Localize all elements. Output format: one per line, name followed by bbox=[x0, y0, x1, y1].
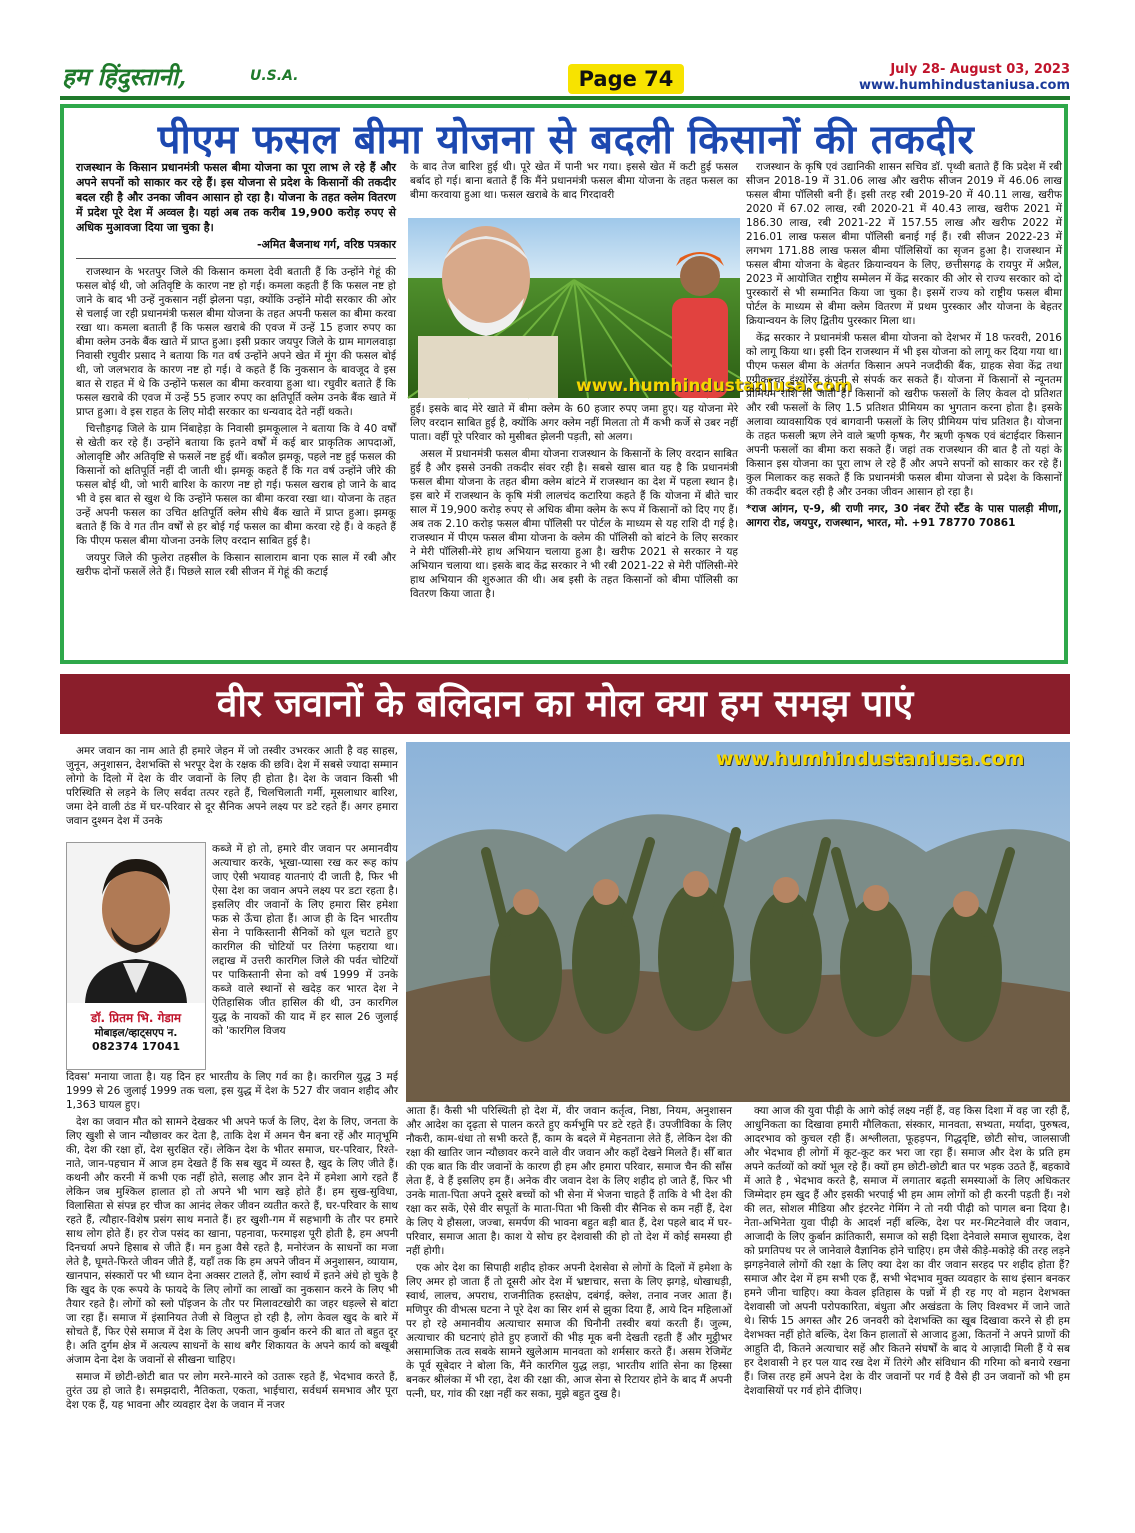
author-photo bbox=[67, 843, 205, 1003]
author-contact-label: मोबाइल/व्हाट्सएप न. bbox=[94, 1027, 178, 1039]
article2-intro bbox=[66, 744, 398, 840]
article2-beside-author-text: कब्जे में हो तो, हमारे वीर जवान पर अमानवीय अत्याचार करके, भूखा-प्यासा रख कर रूह कांप जाए ऐसी भयावह यातनाएं दी जाती है, फिर भी ऐसा देश का जवान अपने लक्ष्य पर डटा रहता है। इसलिए वीर जवानों के लिए हमारा सिर हमेशा फक्र से ऊँचा होता हैं। आज ही के दिन भारतीय सेना ने पाकिस्तानी सैनिकों को धूल चटाते हुए कारगिल की चोटियों पर तिरंगा फहराया था। लद्दाख में उत्तरी कारगिल जिले की पर्वत चोटियों पर पाकिस्तानी सेना को वर्ष 1999 में उनके कब्जे वाले स्थानों से खदेड़ कर भारत देश ने ऐतिहासिक जीत हासिल की थी, उन कारगिल युद्ध के नायकों की याद में हर साल 26 जुलाई को 'कारगिल विजय bbox=[212, 843, 398, 1037]
article2-headline: वीर जवानों के बलिदान का मोल क्या हम समझ पाएं bbox=[60, 674, 1070, 734]
article1-col1 bbox=[76, 160, 396, 660]
header-rule bbox=[60, 96, 1070, 100]
masthead-brand: हम हिंदुस्तानी, bbox=[62, 62, 187, 91]
article2-col1-para: समाज में छोटी-छोटी बात पर लोग मरने-मारने को उतारू रहते हैं, भेदभाव करते हैं, तुरंत उग्र हो जाते है। समझदारी, नैतिकता, एकता, भाईचारा, सर्वधर्म समभाव और पूरा देश एक हैं, यह भावना और व्यवहार देश के जवान में नजर bbox=[66, 1371, 398, 1411]
article2-beside-author bbox=[212, 842, 398, 1068]
article1-col2-top-text: के बाद तेज बारिश हुई थी। पूरे खेत में पानी भर गया। इससे खेत में कटी हुई फसल बर्बाद हो गई। बाना बताते हैं कि मैंने प्रधानमंत्री फसल बीमा योजना के तहत फसल का बीमा करवाया हुआ था। फसल खराबे के बाद गिरदावरी bbox=[410, 161, 738, 201]
article2-intro-text: अमर जवान का नाम आते ही हमारे जेहन में जो तस्वीर उभरकर आती है वह साहस, जुनून, अनुशासन, देशभक्ति से भरपूर देश के रक्षक की छवि। देश में सबसे ज्यादा सम्मान लोगो के दिलो में देश के वीर जवानों के लिए ही होता है। देश के जवान किसी भी परिस्थिति से लड़ने के लिए सर्वदा तत्पर रहते हैं, चिलचिलाती गर्मी, मूसलाधार बारिश, जमा देने वाली ठंड में घर-परिवार से दूर सैनिक अपने लक्ष्य पर डटे रहते हैं। अगर हमारा जवान दुश्मन देश में उनके bbox=[66, 745, 398, 827]
author-phone: 082374 17041 bbox=[91, 1040, 181, 1053]
article1-address: *राज आंगन, ए-9, श्री राणी नगर, 30 नंबर टेंपो स्टैंड के पास पालड़ी मीणा, आगरा रोड, जयपुर, राजस्थान, भारत, मो. +91 78770 70861 bbox=[746, 503, 1062, 529]
article2-col1-para: दिवस' मनाया जाता है। यह दिन हर भारतीय के लिए गर्व का है। कारगिल युद्ध 3 मई 1999 से 26 जुलाई 1999 तक चला, इस युद्ध में देश के 527 वीर जवान शहीद और 1,363 घायल हुए। bbox=[66, 1071, 398, 1111]
article1-byline: -अमित बैजनाथ गर्ग, वरिष्ठ पत्रकार bbox=[256, 238, 396, 251]
article2-col3 bbox=[744, 1104, 1070, 1520]
article1-photo-watermark: www.humhindustaniusa.com bbox=[576, 376, 852, 396]
article1-col1-para: राजस्थान के भरतपुर जिले की किसान कमला देवी बताती हैं कि उन्होंने गेहूं की फसल बोई थी, जो अतिवृष्टि के कारण नष्ट हो गई। कमला कहती हैं कि फसल नष्ट हो जाने के बाद भी उन्हें नुकसान नहीं झेलना पड़ा, क्योंकि उन्होंने मोदी सरकार की ओर से चलाई जा रही प्रधानमंत्री फसल बीमा योजना के तहत अपनी फसल का बीमा करवा रखा था। कमला बताती हैं कि फसल खराबे की एवज में उन्हें 15 हजार रुपए का बीमा क्लेम उनके बैंक खाते में प्राप्त हुआ। इसी प्रकार जयपुर जिले के ग्राम मागलवाड़ा निवासी रघुवीर प्रसाद ने बताया कि गत वर्ष उन्होंने अपने खेत में मूंग की फसल बोई थी, जो जलभराव के कारण नष्ट हो गई। वे कहते हैं कि नुकसान के बावजूद वे इस बात से राहत में थे कि उन्होंने फसल का बीमा करवाया हुआ था। रघुवीर बताते हैं कि फसल खराबे की एवज में उन्हें 55 हजार रुपए का क्षतिपूर्ति क्लेम उनके बैंक खाते में प्राप्त हुआ। वे इस राहत के लिए मोदी सरकार का धन्यवाद देते नहीं थकते। bbox=[76, 266, 396, 418]
article2-photo bbox=[406, 742, 1070, 1102]
article1-col1-para: जयपुर जिले की फुलेरा तहसील के किसान सालाराम बाना एक साल में रबी और खरीफ दोनों फसलें लेते हैं। पिछले साल रबी सीजन में गेहूं की कटाई bbox=[76, 552, 396, 578]
article1-col2-top bbox=[410, 160, 738, 216]
masthead-brand-sub: U.S.A. bbox=[250, 68, 299, 84]
article2-photo-watermark: www.humhindustaniusa.com bbox=[716, 748, 1025, 770]
article2-col1 bbox=[66, 1070, 398, 1520]
article1-separator bbox=[76, 258, 396, 259]
article2-col2-para: आता हैं। कैसी भी परिस्थिती हो देश में, वीर जवान कर्तृत्व, निष्ठा, नियम, अनुशासन और आदेश का दृढ़ता से पालन करते हुए कर्मभूमि पर डटे रहते हैं। उपजीविका के लिए नौकरी, काम-धंधा तो सभी करते हैं, काम के बदले में मेहनताना लेते हैं, लेकिन देश की रक्षा की खातिर जान न्यौछावर करने वाले वीर जवान और कहाँ देखने मिलते हैं। सीँ बात की एक बात कि वीर जवानों के कारण ही हम और हमारा परिवार, समाज चैन की साँस लेता हैं, वे हैं इसलिए हम हैं। अनेक वीर जवान देश के लिए शहीद हो जाते हैं, फिर भी उनके माता-पिता अपने दूसरे बच्चों को भी सेना में भेजना चाहते हैं ताकि वे भी देश की रक्षा कर सकें, ऐसे वीर सपूतों के माता-पिता भी किसी वीर सैनिक से कम नहीं हैं, देश के लिए ये हौसला, जज्बा, समर्पण की भावना बहुत बड़ी बात हैं, देश पहले बाद में घर-परिवार, समाज आता है। काश ये सोच हर देशवासी की हो तो देश में कोई समस्या ही नहीं होगी। bbox=[406, 1105, 732, 1257]
article2-col3-para: क्या आज की युवा पीढ़ी के आगे कोई लक्ष्य नहीं हैं, वह किस दिशा में वह जा रही हैं, आधुनिकता का दिखावा हमारी मौलिकता, संस्कार, मानवता, सभ्यता, मर्यादा, पुरुषत्व, आदरभाव को कुचल रही हैं। अश्लीलता, फूहड़पन, गिद्धदृष्टि, छोटी सोच, जालसाजी और भेदभाव ही लोगों में कूट-कूट कर भरा जा रहा हैं। समाज और देश के प्रति हम अपने कर्तव्यों को क्यों भूल रहे हैं। क्यों हम छोटी-छोटी बात पर भड़क उठते हैं, बहकावे में आते है , भेदभाव करते है, समाज में लगातार बढ़ती समस्याओं के लिए अधिकतर जिम्मेदार हम खुद हैं और इसकी भरपाई भी हम आम लोगों को ही करनी पड़ती हैं। नशे की लत, सोशल मीडिया और इंटरनेट गेमिंग ने तो नयी पीढ़ी को पागल बना दिया है। नेता-अभिनेता युवा पीढ़ी के आदर्श नहीं बल्कि, देश पर मर-मिटनेवाले वीर जवान, आजादी के लिए कुर्बान क्रांतिकारी, समाज को सही दिशा देनेवाले समाज सुधारक, देश को प्रगतिपथ पर ले जानेवाले वैज्ञानिक होने चाहिए। हम जैसे कीड़े-मकोड़े की तरह लड़ने झगड़नेवाले लोगों की रक्षा के लिए क्या देश का वीर जवान सरहद पर शहीद होता हैं? समाज और देश में हम सभी एक हैं, सभी भेदभाव मुक्त व्यवहार के साथ इंसान बनकर हमने जीना चाहिए। क्या केवल इतिहास के पन्नों में ही रह गए वो महान देशभक्त देशवासी जो अपनी परोपकारिता, बंधुता और अखंडता के लिए विश्वभर में जाने जाते थे। सिर्फ 15 अगस्त और 26 जनवरी को देशभक्ति का खूब दिखावा करने से ही हम देशभक्त नहीं होते बल्कि, देश किन हालातों से आजाद हुआ, कितनों ने अपने प्राणों की आहुति दी, कितने अत्याचार सहें और कितने संघर्षों के बाद ये आज़ादी मिली हैं ये सब हर देशवासी ने हर पल याद रख देश में तिरंगे और संविधान की गरिमा को बनाये रखना हैं। जिस तरह हमें अपने देश के वीर जवानों पर गर्व है वैसे ही उन जवानों को भी हम देशवासियों पर गर्व होने दीजिए। bbox=[744, 1105, 1070, 1397]
article2-col2 bbox=[406, 1104, 732, 1520]
article1-col2-para: हुई। इसके बाद मेरे खाते में बीमा क्लेम के 60 हजार रुपए जमा हुए। यह योजना मेरे लिए वरदान साबित हुई है, क्योंकि अगर क्लेम नहीं मिलता तो मैं कभी कर्जे से उबर नहीं पाता। वहीं पूरे परिवार को मुसीबत झेलनी पड़ती, सो अलग। bbox=[410, 403, 738, 443]
article1-col2 bbox=[410, 402, 738, 660]
article1-col1-para: चित्तौड़गढ़ जिले के ग्राम निंबाहेड़ा के निवासी झमकूलाल ने बताया कि वे 40 वर्षों से खेती कर रहे हैं। उन्होंने बताया कि इतने वर्षों में कई बार प्राकृतिक आपदाओं, ओलावृष्टि और अतिवृष्टि से फसलें नष्ट हुई थीं। बकौल झमकू, पहले नष्ट हुई फसल की किसानों को क्षतिपूर्ति नहीं दी जाती थी। झमकू कहते हैं कि गत वर्ष उन्होंने जीरे की फसल बोई थी, जो भारी बारिश के कारण नष्ट हो गई। फसल खराब हो जाने के बाद भी वे इस बात से खुश थे कि उन्होंने फसल का बीमा करवा रखा था। योजना के तहत उन्हें अपनी फसल का उचित क्षतिपूर्ति क्लेम सीधे बैंक खाते में प्राप्त हुआ। झमकू बताते हैं कि वे गत तीन वर्षों से हर बोई गई फसल का बीमा करवा रहे हैं। वे कहते हैं कि पीएम फसल बीमा योजना उनके लिए वरदान साबित हुई है। bbox=[76, 423, 396, 547]
issue-date: July 28- August 03, 2023 bbox=[890, 62, 1070, 77]
author-name: डॉ. प्रितम भि. गेडाम bbox=[90, 1011, 182, 1025]
soldiers-celebrating-illustration bbox=[406, 742, 1070, 1102]
article1-headline: पीएम फसल बीमा योजना से बदली किसानों की तकदीर bbox=[157, 117, 975, 163]
article2-col2-para: एक ओर देश का सिपाही शहीद होकर अपनी देशसेवा से लोगों के दिलों में हमेशा के लिए अमर हो जाता हैं तो दूसरी ओर देश में भ्रष्टाचार, सत्ता के लिए झगड़े, धोखाधड़ी, स्वार्थ, लालच, अपराध, राजनीतिक हस्तक्षेप, दबंगई, क्लेश, तनाव नजर आता हैं। मणिपुर की वीभत्स घटना ने पूरे देश का सिर शर्म से झुका दिया हैं, आये दिन महिलाओं पर हो रहे अमानवीय अत्याचार समाज की घिनौनी तस्वीर बयां करती हैं। जुल्म, अत्याचार की घटनाएं होते हुए हजारों की भीड़ मूक बनी देखती रहती हैं और मुट्ठीभर असामाजिक तत्व सबके सामने खुलेआम मानवता को शर्मसार करते हैं। असम रेजिमेंट के पूर्व सूबेदार ने बोला कि, मैंने कारगिल युद्ध लड़ा, भारतीय शांति सेना का हिस्सा बनकर श्रीलंका में भी रहा, देश की रक्षा की, आज सेना से रिटायर होने के बाद मैं अपनी पत्नी, घर, गांव की रक्षा नहीं कर सका, मुझे बहुत दुख है। bbox=[406, 1262, 732, 1400]
article2-col1-para: देश का जवान मौत को सामने देखकर भी अपने फर्ज के लिए, देश के लिए, जनता के लिए खुशी से जान न्यौछावर कर देता है, ताकि देश में अमन चैन बना रहें और मातृभूमि की, देश की रक्षा हों, देश सुरक्षित रहें। लेकिन देश के भीतर समाज, घर-परिवार, रिश्ते-नाते, जान-पहचान में आज हम देखते हैं कि सब खुद में व्यस्त है, खुद के लिए जीते हैं। कथनी और करनी में कभी एक नहीं होते, सलाह और ज्ञान देने में हमेशा आगे रहते हैं लेकिन जब मुश्किल हालात हो तो अपने भी भाग खड़े होते हैं। हम सुख-सुविधा, विलासिता से संपन्न हर चीज का आनंद लेकर जीवन व्यतीत करते हैं, घर-परिवार के साथ रहते हैं, त्यौहार-विशेष प्रसंग साथ मनाते हैं। हर खुशी-गम में सहभागी के तौर पर हमारे साथ लोग होते हैं। हर रोज पसंद का खाना, पहनावा, फरमाइश पूरी होती है, हम अपनी दिनचर्या अपने हिसाब से जीते हैं। मन हुआ वैसे रहते है, मनोरंजन के साधनों का मजा लेते है, घूमते-फिरते जीवन जीते हैं, यहाँ तक कि हम अपने जीवन में अनुशासन, व्यायाम, खानपान, संस्कारों पर भी ध्यान देना अक्सर टालते हैं, लोग स्वार्थ में इतने अंधे हो चुके है कि खुद के एक रूपये के फायदे के लिए लोगों का लाखों का नुकसान करने के लिए भी तैयार रहते है। लोगों को स्लो पॉइजन के तौर पर मिलावटखोरी का जहर धड़ल्ले से बांटा जा रहा हैं। समाज में इंसानियत तेजी से विलुप्त हो रही है, लोग केवल खुद के बारे में सोचते हैं, फिर ऐसे समाज में देश के लिए अपनी जान कुर्बान करने की बात तो बहुत दूर है। अति दुर्गम क्षेत्र में अत्यल्प साधनों के साथ बगैर शिकायत के अपने कार्य को बखूबी अंजाम देना देश के जवानों से सीखना चाहिए। bbox=[66, 1116, 398, 1366]
article1-photo bbox=[408, 218, 852, 398]
author-card bbox=[66, 842, 206, 1070]
website-link[interactable]: www.humhindustaniusa.com bbox=[858, 78, 1070, 93]
article1-col2-para: असल में प्रधानमंत्री फसल बीमा योजना राजस्थान के किसानों के लिए वरदान साबित हुई है और इससे उनकी तकदीर संवर रही है। सबसे खास बात यह है कि प्रधानमंत्री फसल बीमा योजना के तहत बीमा क्लेम बांटने में राजस्थान का देश में पहला स्थान है। इस बारे में राजस्थान के कृषि मंत्री लालचंद कटारिया कहते हैं कि योजना में बीते चार साल में 19,900 करोड़ रुपए से अधिक बीमा क्लेम के रूप में किसानों को दिए गए हैं। अब तक 2.10 करोड़ फसल बीमा पॉलिसी पर पोर्टल के माध्यम से यह राशि दी गई है। राजस्थान में पीएम फसल बीमा योजना के क्लेम की पॉलिसी को बांटने के लिए सरकार ने मेरी पॉलिसी-मेरे हाथ अभियान चलाया हुआ है। खरीफ 2021 से सरकार ने यह अभियान चलाया था। इसके बाद केंद्र सरकार ने भी रबी 2021-22 से मेरी पॉलिसी-मेरे हाथ अभियान की शुरुआत की थी। अब इसी के तहत किसानों को बीमा पॉलिसी का वितरण किया जाता है। bbox=[410, 448, 738, 600]
article1-col3-para: केंद्र सरकार ने प्रधानमंत्री फसल बीमा योजना को देशभर में 18 फरवरी, 2016 को लागू किया था। इसी दिन राजस्थान में भी इस योजना को लागू कर दिया गया था। पीएम फसल बीमा के अंतर्गत किसान अपने नजदीकी बैंक, ग्राहक सेवा केंद्र तथा एग्रीकल्चर इंश्योरेंस कंपनी से संपर्क कर सकते हैं। योजना में किसानों से न्यूनतम प्रीमियम राशि ली जाती है। किसानों को खरीफ फसलों के लिए केवल दो प्रतिशत और रबी फसलों के लिए 1.5 प्रतिशत प्रीमियम का भुगतान करना होता है। इसके अलावा व्यावसायिक एवं बागवानी फसलों के लिए प्रीमियम पांच प्रतिशत है। योजना के तहत फसली ऋण लेने वाले ऋणी कृषक, गैर ऋणी कृषक एवं बंटाईदार किसान अपनी फसलों का बीमा करा सकते हैं। जहां तक राजस्थान की बात है तो यहां के किसान इस योजना का पूरा लाभ ले रहे हैं और अपने सपनों को साकार कर रहे हैं। कुल मिलाकर कह सकते हैं कि प्रधानमंत्री फसल बीमा योजना से प्रदेश के किसानों की तकदीर बदल रही है और उनका जीवन आसान हो रहा है। bbox=[746, 332, 1062, 498]
page-number: Page 74 bbox=[568, 64, 684, 94]
article1-lead: राजस्थान के किसान प्रधानमंत्री फसल बीमा योजना का पूरा लाभ ले रहे हैं और अपने सपनों को साकार कर रहे हैं। इस योजना से प्रदेश के किसानों की तकदीर बदल रही है और उनका जीवन आसान हो रहा है। योजना के तहत क्लेम वितरण में प्रदेश पूरे देश में अव्वल है। यहां अब तक करीब 19,900 करोड़ रुपए से अधिक मुआवजा दिया जा चुका है। bbox=[76, 161, 396, 234]
article1-col3-para: राजस्थान के कृषि एवं उद्यानिकी शासन सचिव डॉ. पृथ्वी बताते हैं कि प्रदेश में रबी सीजन 2018-19 में 31.06 लाख और खरीफ सीजन 2019 में 46.06 लाख फसल बीमा पॉलिसी बनी हैं। इसी तरह रबी 2019-20 में 40.11 लाख, खरीफ 2020 में 67.02 लाख, रबी 2020-21 में 40.43 लाख, खरीफ 2021 में 186.30 लाख, रबी 2021-22 में 157.55 लाख और खरीफ 2022 में 216.01 लाख फसल बीमा पॉलिसी बनाई गई हैं। रबी सीजन 2022-23 में लगभग 171.88 लाख फसल बीमा पॉलिसियों का सृजन हुआ है। राजस्थान में फसल बीमा योजना के बेहतर क्रियान्वयन के लिए, छत्तीसगढ़ के रायपुर में अप्रैल, 2023 में आयोजित राष्ट्रीय सम्मेलन में केंद्र सरकार की ओर से राज्य सरकार को दो पुरस्कारों से भी सम्मानित किया जा चुका है। इसमें राज्य को राष्ट्रीय फसल बीमा पोर्टल के माध्यम से बीमा क्लेम वितरण में प्रथम पुरस्कार और योजना के बेहतर क्रियान्वयन के लिए द्वितीय पुरस्कार मिला था। bbox=[746, 161, 1062, 327]
farm-field-illustration bbox=[408, 218, 740, 398]
article1-col3 bbox=[746, 160, 1062, 660]
